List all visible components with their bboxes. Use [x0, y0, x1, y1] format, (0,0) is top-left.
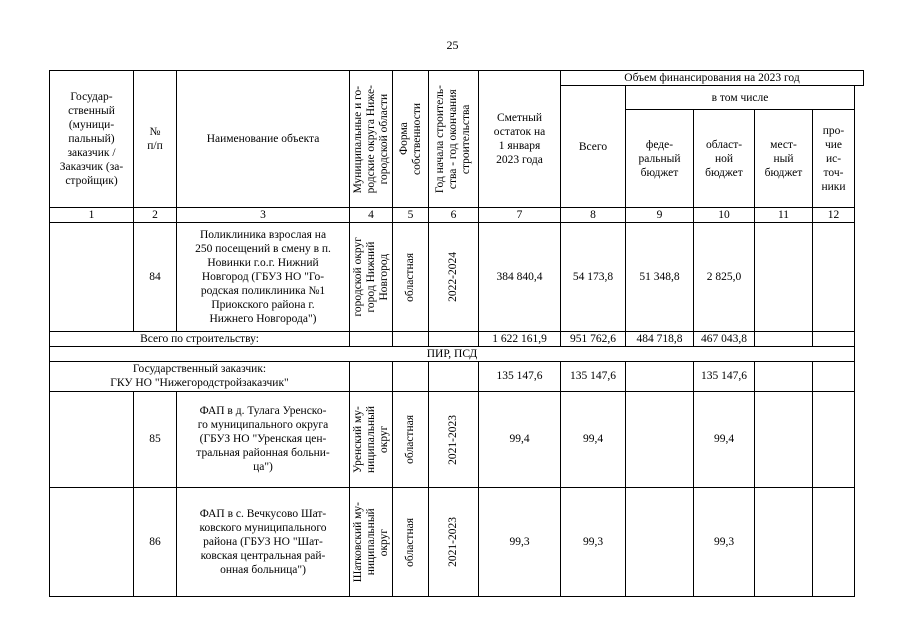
cell-object-name: ФАП в с. Вечкусово Шат- ковского муниципального района (ГБУЗ НО "Шат- ковская центральная рай- онная больница") — [177, 487, 350, 596]
header-ownership — [393, 71, 429, 208]
column-number: 12 — [813, 208, 855, 223]
cell-regional: 135 147,6 — [694, 361, 755, 391]
cell-total: 135 147,6 — [561, 361, 626, 391]
cell-municipality — [350, 331, 393, 346]
table-row — [50, 223, 864, 332]
column-number: 9 — [626, 208, 694, 223]
header-ownership-text: Форма собственности — [397, 103, 423, 176]
cell-ownership — [393, 223, 429, 332]
cell-municipality — [350, 361, 393, 391]
cell-regional: 2 825,0 — [694, 223, 755, 332]
cell-federal: 484 718,8 — [626, 331, 694, 346]
header-customer: Государ- ственный (муници- пальный) заказчик / Заказчик (за- стройщик) — [50, 71, 134, 208]
section-row — [50, 346, 864, 361]
column-number: 1 — [50, 208, 134, 223]
cell-local — [755, 361, 813, 391]
table-row — [50, 391, 864, 487]
header-total: Всего — [561, 86, 626, 208]
header-including: в том числе — [626, 86, 855, 110]
cell-years — [429, 487, 479, 596]
page-number: 25 — [446, 38, 459, 52]
cell-local — [755, 223, 813, 332]
cell-estimate: 384 840,4 — [479, 223, 561, 332]
cell-total: 951 762,6 — [561, 331, 626, 346]
cell-ownership — [393, 361, 429, 391]
cell-municipality-text: Уренский му- ниципальный округ — [352, 405, 390, 473]
cell-other — [813, 331, 855, 346]
cell-years-text: 2021-2023 — [447, 517, 459, 567]
cell-years — [429, 391, 479, 487]
cell-total: 99,4 — [561, 391, 626, 487]
cell-years — [429, 361, 479, 391]
cell-ownership — [393, 331, 429, 346]
cell-other — [813, 487, 855, 596]
cell-object-name: Поликлиника взрослая на 250 посещений в смену в п. Новинки г.о.г. Нижний Новгород (ГБУЗ НО "Го- родская поликлиника №1 Приокского района г. Нижнего Новгорода") — [177, 223, 350, 332]
cell-municipality-text: Шатковский му- ниципальный округ — [352, 501, 390, 583]
cell-customer — [50, 391, 134, 487]
cell-years — [429, 223, 479, 332]
cell-total: 54 173,8 — [561, 223, 626, 332]
header-local: мест- ный бюджет — [755, 110, 813, 208]
construction-total-label: Всего по строительству: — [50, 331, 350, 346]
cell-ownership — [393, 487, 429, 596]
cell-estimate: 135 147,6 — [479, 361, 561, 391]
cell-number: 84 — [134, 223, 177, 332]
table-row — [50, 487, 864, 596]
cell-local — [755, 391, 813, 487]
cell-federal — [626, 487, 694, 596]
cell-years — [429, 331, 479, 346]
header-years-text: Год начала строитель- ства - год окончания строительства — [434, 85, 472, 194]
column-number: 7 — [479, 208, 561, 223]
cell-customer — [50, 223, 134, 332]
cell-other — [813, 223, 855, 332]
cell-federal: 51 348,8 — [626, 223, 694, 332]
cell-customer — [50, 487, 134, 596]
construction-total-row — [50, 331, 864, 346]
cell-federal — [626, 361, 694, 391]
cell-local — [755, 331, 813, 346]
header-number: № п/п — [134, 71, 177, 208]
header-municipality-text: Муниципальные и го- родские округа Ниже- городской области — [352, 85, 390, 194]
cell-regional: 99,4 — [694, 391, 755, 487]
header-municipality — [350, 71, 393, 208]
cell-years-text: 2021-2023 — [447, 414, 459, 465]
cell-estimate: 99,4 — [479, 391, 561, 487]
cell-local — [755, 487, 813, 596]
cell-federal — [626, 391, 694, 487]
column-numbers-row — [50, 208, 864, 223]
cell-ownership — [393, 391, 429, 487]
column-number: 8 — [561, 208, 626, 223]
column-number: 6 — [429, 208, 479, 223]
header-years — [429, 71, 479, 208]
customer-label: Государственный заказчик: ГКУ НО "Нижегородстройзаказчик" — [50, 361, 350, 391]
cell-municipality — [350, 487, 393, 596]
cell-years-text: 2022-2024 — [447, 252, 459, 303]
header-financing: Объем финансирования на 2023 год — [561, 71, 864, 86]
financing-table — [49, 70, 864, 597]
header-object-name: Наименование объекта — [177, 71, 350, 208]
column-number: 10 — [694, 208, 755, 223]
cell-municipality — [350, 223, 393, 332]
cell-regional: 467 043,8 — [694, 331, 755, 346]
header-estimate: Сметный остаток на 1 января 2023 года — [479, 71, 561, 208]
cell-ownership-text: областная — [404, 517, 416, 567]
cell-other — [813, 391, 855, 487]
cell-ownership-text: областная — [404, 252, 416, 302]
header-federal: феде- ральный бюджет — [626, 110, 694, 208]
cell-number: 85 — [134, 391, 177, 487]
cell-municipality — [350, 391, 393, 487]
cell-total: 99,3 — [561, 487, 626, 596]
cell-municipality-text: городской округ город Нижний Новгород — [352, 237, 390, 317]
section-title: ПИР, ПСД — [50, 346, 855, 361]
cell-ownership-text: областная — [404, 415, 416, 464]
cell-estimate: 1 622 161,9 — [479, 331, 561, 346]
cell-other — [813, 361, 855, 391]
cell-object-name: ФАП в д. Тулага Уренско- го муниципального округа (ГБУЗ НО "Уренская цен- тральная районная больни- ца") — [177, 391, 350, 487]
column-number: 11 — [755, 208, 813, 223]
header-regional: област- ной бюджет — [694, 110, 755, 208]
customer-row — [50, 361, 864, 391]
cell-estimate: 99,3 — [479, 487, 561, 596]
column-number: 2 — [134, 208, 177, 223]
column-number: 5 — [393, 208, 429, 223]
column-number: 3 — [177, 208, 350, 223]
cell-number: 86 — [134, 487, 177, 596]
header-other: про- чие ис- точ- ники — [813, 110, 855, 208]
cell-regional: 99,3 — [694, 487, 755, 596]
column-number: 4 — [350, 208, 393, 223]
